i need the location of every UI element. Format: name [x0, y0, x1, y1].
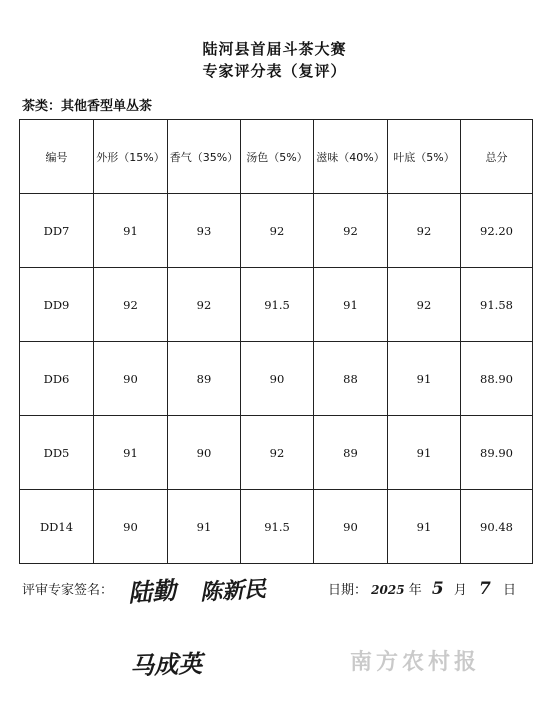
table-cell: 92.20 — [461, 194, 533, 268]
date-year: 2025 — [371, 583, 405, 597]
table-row — [20, 416, 533, 490]
signature-label: 评审专家签名： — [22, 583, 114, 598]
table-cell: 88 — [314, 342, 388, 416]
table-cell: 91 — [388, 342, 461, 416]
date-month-unit: 月 — [453, 583, 467, 598]
date-day-unit: 日 — [502, 583, 516, 598]
table-cell: 91.5 — [241, 268, 314, 342]
table-cell: 93 — [168, 194, 241, 268]
table-cell: 92 — [241, 194, 314, 268]
document-title: 陆河县首届斗茶大赛 — [202, 40, 347, 58]
signature-2: 陈新民 — [199, 576, 267, 606]
table-cell: 91 — [314, 268, 388, 342]
table-cell: 91.5 — [241, 490, 314, 564]
table-cell: 91 — [388, 416, 461, 490]
table-cell: 90 — [168, 416, 241, 490]
tea-category: 茶类：其他香型单丛茶 — [22, 99, 153, 114]
date-year-unit: 年 — [408, 583, 422, 598]
table-cell: DD9 — [20, 268, 94, 342]
signature-1: 陆勤 — [127, 575, 178, 608]
table-cell: 91 — [388, 490, 461, 564]
table-cell: 91.58 — [461, 268, 533, 342]
date-month: 5 — [431, 579, 444, 599]
date-label: 日期： — [328, 583, 368, 598]
table-cell: 90 — [241, 342, 314, 416]
score-table — [19, 119, 533, 564]
header-cell: 总分 — [461, 120, 533, 194]
table-cell: 88.90 — [461, 342, 533, 416]
table-cell: 91 — [94, 194, 168, 268]
document-subtitle: 专家评分表（复评） — [202, 62, 347, 80]
header-cell: 外形（15%） — [94, 120, 168, 194]
date-line — [328, 579, 516, 599]
table-cell: 89.90 — [461, 416, 533, 490]
table-header-row — [20, 120, 533, 194]
table-cell: 91 — [94, 416, 168, 490]
table-cell: 91 — [168, 490, 241, 564]
header-cell: 叶底（5%） — [388, 120, 461, 194]
date-day: 7 — [479, 579, 491, 599]
table-row — [20, 194, 533, 268]
table-cell: 90 — [314, 490, 388, 564]
table-cell: 92 — [241, 416, 314, 490]
table-cell: 90 — [94, 342, 168, 416]
header-cell: 香气（35%） — [168, 120, 241, 194]
header-cell: 汤色（5%） — [241, 120, 314, 194]
table-cell: DD5 — [20, 416, 94, 490]
table-cell: 89 — [168, 342, 241, 416]
header-cell: 编号 — [20, 120, 94, 194]
table-cell: 92 — [168, 268, 241, 342]
signature-3: 马成英 — [129, 648, 203, 681]
table-cell: DD14 — [20, 490, 94, 564]
table-cell: 89 — [314, 416, 388, 490]
table-cell: 92 — [388, 194, 461, 268]
table-row — [20, 342, 533, 416]
table-cell: 92 — [314, 194, 388, 268]
table-cell: 92 — [388, 268, 461, 342]
table-row — [20, 268, 533, 342]
newspaper-watermark: 南方农村报 — [350, 649, 481, 675]
table-cell: 90.48 — [461, 490, 533, 564]
table-cell: DD7 — [20, 194, 94, 268]
table-cell: 92 — [94, 268, 168, 342]
table-cell: DD6 — [20, 342, 94, 416]
header-cell: 滋味（40%） — [314, 120, 388, 194]
table-row — [20, 490, 533, 564]
table-cell: 90 — [94, 490, 168, 564]
